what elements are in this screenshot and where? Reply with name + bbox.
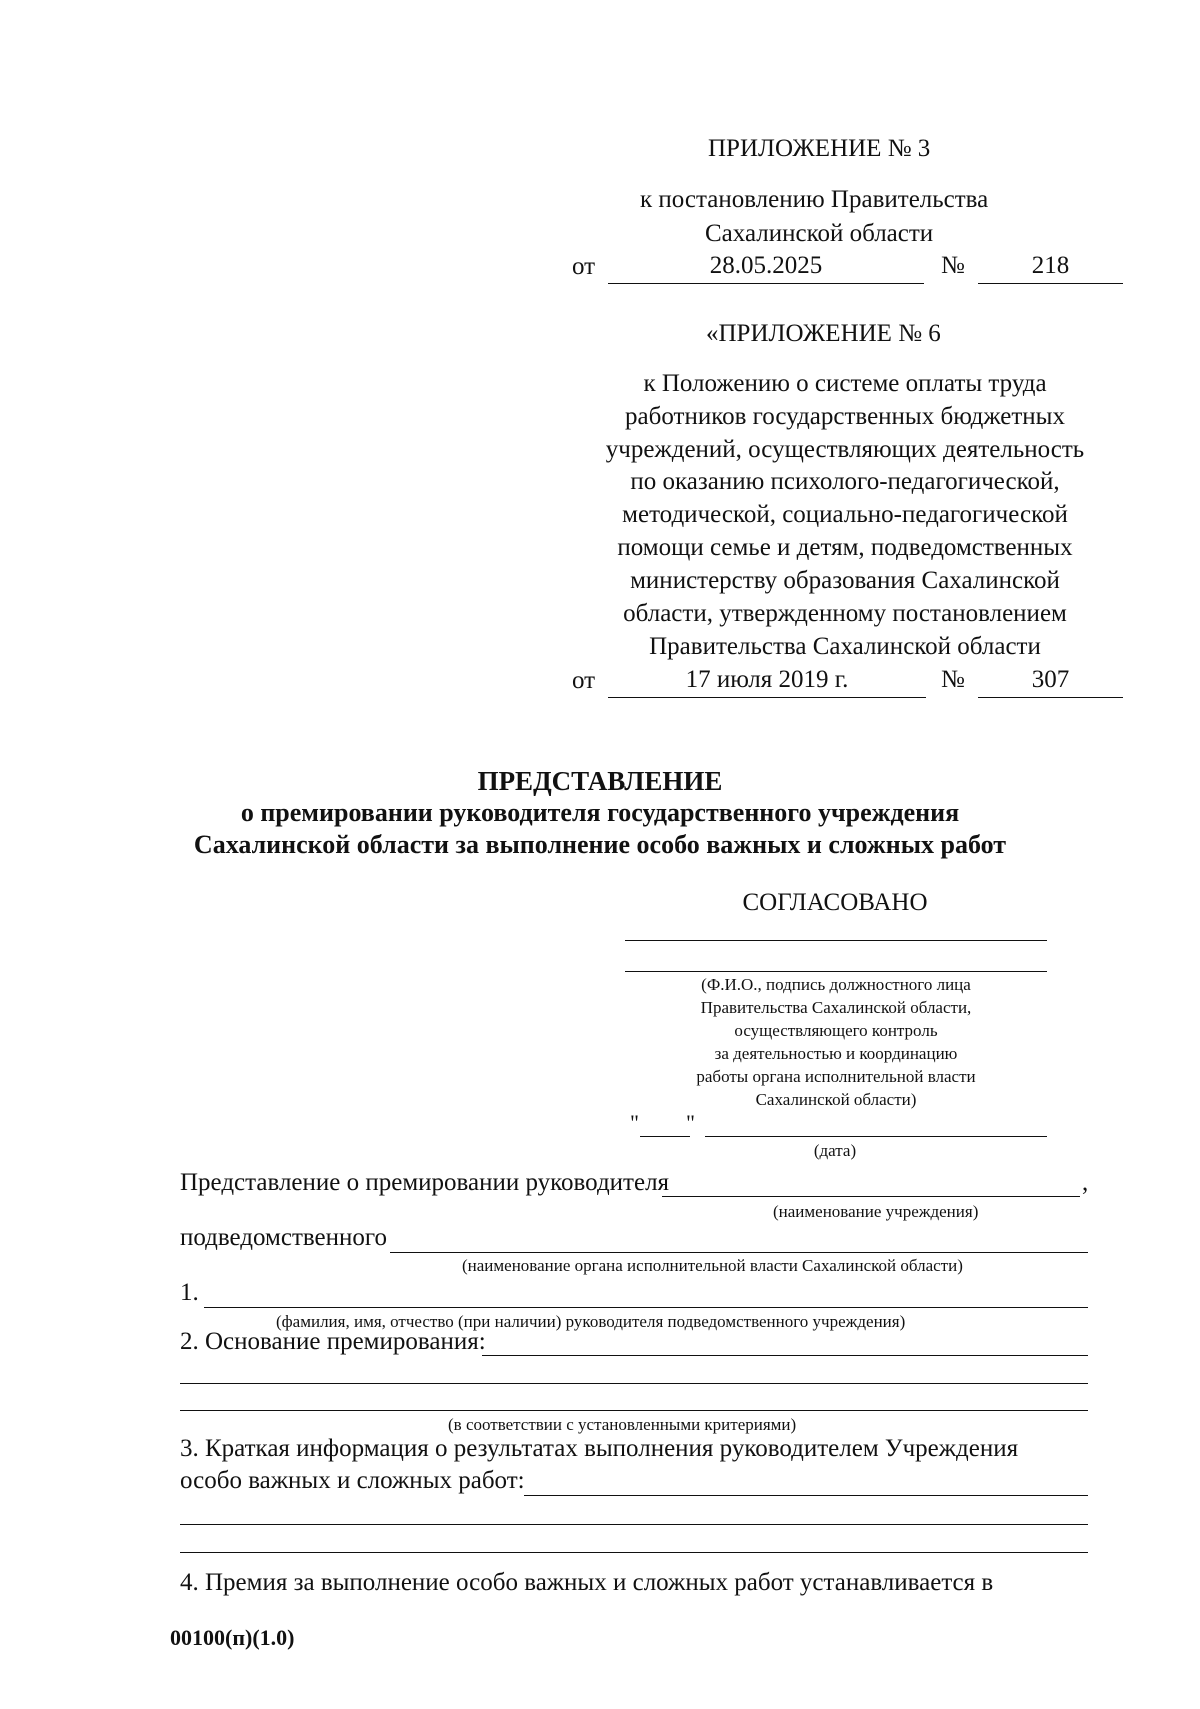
form-item2-field-1 <box>482 1355 1088 1356</box>
appendix6-line-4: по оказанию психолого-педагогической, <box>630 468 1060 495</box>
approval-caption-2: Правительства Сахалинской области, <box>700 998 972 1017</box>
doc-title: ПРЕДСТАВЛЕНИЕ <box>477 766 723 796</box>
form-item3-line1: 3. Краткая информация о результатах выполнения руководителем Учреждения <box>180 1435 1019 1462</box>
approval-date-line <box>705 1136 1047 1137</box>
footer-code: 00100(п)(1.0) <box>170 1625 295 1650</box>
appendix6-line-5: методической, социально-педагогической <box>622 501 1068 528</box>
form-item2-label: 2. Основание премирования: <box>180 1328 486 1355</box>
form-line2-caption: (наименование органа исполнительной власти Сахалинской области) <box>462 1256 963 1275</box>
appendix-title: ПРИЛОЖЕНИЕ № 3 <box>708 135 931 162</box>
form-item3-field-2 <box>180 1524 1088 1525</box>
appendix6-line-2: работников государственных бюджетных <box>625 403 1065 430</box>
approval-date-caption: (дата) <box>813 1141 857 1160</box>
appendix6-date: 17 июля 2019 г. <box>685 666 849 693</box>
approval-caption-1: (Ф.И.О., подпись должностного лица <box>701 975 971 994</box>
appendix-number: 218 <box>1031 252 1070 279</box>
approval-caption-3: осуществляющего контроль <box>734 1021 938 1040</box>
approval-quote-close: " <box>686 1110 695 1135</box>
appendix-date: 28.05.2025 <box>709 252 823 279</box>
form-line1-label: Представление о премировании руководителя <box>180 1169 670 1196</box>
form-line2-field <box>390 1252 1088 1253</box>
form-item4-text: 4. Премия за выполнение особо важных и сложных работ устанавливается в <box>180 1569 994 1596</box>
appendix6-line-1: к Положению о системе оплаты труда <box>643 370 1047 397</box>
appendix6-line-6: помощи семье и детям, подведомственных <box>617 534 1073 561</box>
appendix6-number-line <box>978 697 1123 698</box>
approval-caption-4: за деятельностью и координацию <box>714 1044 958 1063</box>
form-item1-caption: (фамилия, имя, отчество (при наличии) руководителя подведомственного учреждения) <box>276 1312 906 1331</box>
form-item3-field-3 <box>180 1552 1088 1553</box>
form-item3-line2: особо важных и сложных работ: <box>180 1467 525 1494</box>
doc-subtitle-line1: о премировании руководителя государственного учреждения <box>240 798 960 827</box>
appendix-number-line <box>978 283 1123 284</box>
appendix6-from-label: от <box>572 667 596 694</box>
approval-day-line <box>640 1136 690 1137</box>
form-item2-field-2 <box>180 1383 1088 1384</box>
approval-title: СОГЛАСОВАНО <box>742 889 928 916</box>
appendix-from-label: от <box>572 253 596 280</box>
appendix-to-line2: Сахалинской области <box>705 220 934 247</box>
approval-line-1 <box>625 940 1047 941</box>
form-line2-label: подведомственного <box>180 1224 388 1251</box>
form-line1-field <box>662 1196 1080 1197</box>
form-item2-caption: (в соответствии с установленными критериями) <box>448 1415 797 1434</box>
form-line1-comma: , <box>1082 1169 1089 1196</box>
approval-line-2 <box>625 971 1047 972</box>
appendix6-title: «ПРИЛОЖЕНИЕ № 6 <box>706 320 941 347</box>
approval-caption-6: Сахалинской области) <box>755 1090 917 1109</box>
form-item3-field-1 <box>524 1495 1088 1496</box>
appendix6-line-9: Правительства Сахалинской области <box>649 633 1041 660</box>
appendix6-line-3: учреждений, осуществляющих деятельность <box>605 436 1085 463</box>
appendix6-number: 307 <box>1031 666 1070 693</box>
approval-caption-5: работы органа исполнительной власти <box>696 1067 976 1086</box>
approval-quote-open: " <box>630 1110 639 1135</box>
appendix-no-label: № <box>941 252 965 279</box>
doc-subtitle-line2: Сахалинской области за выполнение особо важных и сложных работ <box>193 830 1007 859</box>
appendix6-line-8: области, утвержденному постановлением <box>623 600 1067 627</box>
appendix-date-line <box>608 283 924 284</box>
appendix6-line-7: министерству образования Сахалинской <box>630 567 1060 594</box>
appendix6-date-line <box>608 697 926 698</box>
form-item1-label: 1. <box>180 1279 199 1306</box>
appendix-to-line1: к постановлению Правительства <box>640 186 989 213</box>
form-item1-field <box>204 1307 1088 1308</box>
form-line1-caption: (наименование учреждения) <box>773 1202 979 1221</box>
form-item2-field-3 <box>180 1410 1088 1411</box>
appendix6-no-label: № <box>941 666 965 693</box>
